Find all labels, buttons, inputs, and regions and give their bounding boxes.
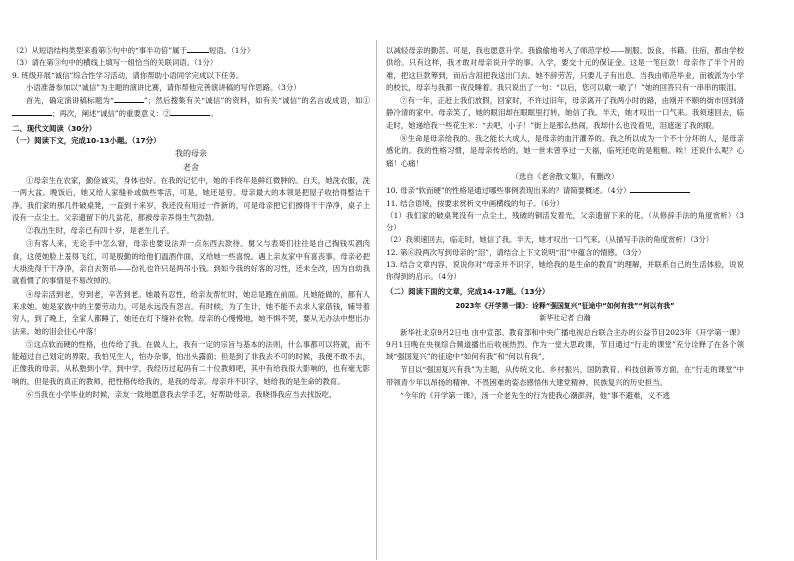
question-9-body: 首先，确定演讲稿标题为“ ”；然后搜集有关“诚信”的资料，如有关“诚信”的名言或成语，如①；再次，阐述“诚信”的重要意义：② 。 [12, 94, 370, 121]
essay-author: 老舍 [183, 162, 199, 172]
right-column [386, 44, 744, 402]
question-13: 13. 结合文章内容，说说你对“母亲并不识字，她给我的是生命的教育”的理解，并联系自己的生活体验，说说你得到的启示。（4分） [386, 260, 744, 282]
answer-blank[interactable] [630, 184, 690, 193]
answer-blank[interactable] [114, 94, 144, 103]
answer-blank[interactable] [170, 107, 210, 116]
essay-source: （选自《老舍散文集》，有删改） [511, 171, 619, 181]
answer-blank[interactable] [187, 44, 209, 53]
essay-paragraph-2: ②我出生时，母亲已有四十岁，是老生儿子。 [26, 226, 174, 236]
question-10: 10. 母亲“软而硬”的性格是通过哪些事例表现出来的？请简要概述。（4分） [386, 184, 744, 197]
question-12: 12. 第⑥段两次写到母亲的“泪”，请结合上下文说明“泪”中蕴含的情感。（3分） [386, 247, 646, 257]
answer-blank[interactable] [12, 107, 52, 116]
question-11-1: （1）我们家的破桌凳没有一点尘土，残破的铜活发着光，父亲遗留下来的花。（从修辞手法的角度赏析）（3分） [386, 210, 744, 233]
essay-paragraph-4: ④母亲活到老，穷到老，辛苦到老。她最有忍性，给亲友帮忙时，她总是跑在前面。凡她能做的，都有人来求她。她是家族中的主要劳动力，可是永远没有怨言。有时候，为了生计，她不能不去求人家借钱，辅导着穷人，到了晚上，全家人都睡了，她还在灯下缝补衣物。母亲的心慢慢地，她不惧不哭，要从无办法中想出办法来。她的泪会往心中落！ [12, 289, 370, 336]
question-11-2: （2）我须速回去，临走时，她信了我。半天，她才叹出一口气来。（从描写手法的角度赏析）（3分） [386, 235, 714, 245]
question-9: 9. 班级开展“诚信”综合性学习活动，请你帮助小语同学完成以下任务。 [12, 70, 244, 80]
essay-paragraph-6-cont: 以减轻母亲的勤苦。可是，我也愿意升学。我偷偷地考入了师范学校——制服、饭食、书籍、住宿，都由学校供给。只有这样，我才敢对母亲说升学的事。入学，要交十元的保证金。这是一笔巨款！母亲作了半个月的难，把这巨款筹到，而后含泪把我送出门去。她不辞劳苦，只要儿子有出息。当我由师范毕业，而被派为小学的校长，母亲与我都一夜没睡着。我只说出了一句：“以后，您可以歇一歇了！”她的回答只有一串串的眼泪。 [386, 46, 744, 92]
news-paragraph-3: “今年的《开学第一课》，汤一介老先生的行为使我心潮澎湃，他“事不避难，义不逃 [400, 391, 670, 401]
essay-paragraph-7: ⑦有一年，正赶上我们放假，回家时，不许过旧年，母亲离开了我两小时的路，由刚开不顺的街市回到清静冷清的家中。母亲笑了，她的眼泪却在眼眶里打转，她信了我。半天，她才叹出一口气来。我须速回去，临走时，她递给我一些花生米：“去吧，小子！”街上是那么热闹，我却什么也没看见，泪遮迷了我的眼。 [386, 96, 744, 130]
part-heading-2: （二）阅读下面的文章，完成14-17题。（13分） [386, 286, 550, 296]
news-paragraph-1: 新华社北京9月2日电 由中宣部、教育部和中央广播电视总台联合主办的公益节目2023年《开学第一课》9月1日晚在央视综合频道播出后收视热烈。作为一堂大思政课，节目通过“行走的课堂”充分诠释了在各个领域“强国复兴”的征途中“如何有我”和“何以有我”。 [386, 327, 744, 362]
essay-paragraph-1: ①母亲生在农家，勤俭诚实，身体也好。在我的记忆中，她的手终年是鲜红微肿的。白天，她洗衣服，洗一两大盆。晚饭后，她又给人家缝补或做些零活，可是，她还是穷。母亲最大的本领是把屋子收拾得整洁干净。我们家的那几件破桌凳，一直到十来岁，我还没有用过一件新的，可是母亲把它们擦得干干净净，桌子上没有一点尘土。父亲遗留下的几盆花，都被母亲养得生气勃勃。 [12, 175, 370, 222]
left-column [12, 44, 370, 401]
essay-paragraph-5: ⑤这点软而硬的性格，也传给了我。在做人上，我有一定的宗旨与基本的法则，什么事都可以将就，而不能超过自己划定的界限。我怕见生人，怕办杂事，怕出头露面；但是到了非我去不可的时候，我便不敢不去，正像我的母亲。从私塾到小学，到中学，我经历过起码有二十位教师吧，其中有给我很大影响的，也有毫无影响的，但是我的真正的教师，把性格传给我的，是我的母亲。母亲并不识字，她给我的是生命的教育。 [12, 339, 370, 386]
essay-title: 我的母亲 [175, 149, 207, 159]
news-byline: 新华社记者 白瀚 [539, 314, 591, 323]
question-11: 11. 结合语境，按要求赏析文中画横线的句子。（6分） [386, 198, 564, 208]
question-8-2: （2）从短语结构类型来看第⑤句中的“事半功倍”属于 短语。（1分） [12, 46, 255, 55]
question-8-3: （3）请在第③句中的横线上填写一组恰当的关联词语。（1分） [12, 58, 218, 68]
essay-paragraph-3: ③有客人来，无论手中怎么窘，母亲也要设法弄一点东西去款待。舅父与表哥们往往是自己掏钱买酒肉食，这使她脸上羞得飞红，可是殷勤的给他们温酒作面，又给她一些喜悦。遇上亲友家中有喜丧事，母亲必把大褂洗得干干净净，亲自去贺吊——份礼也许只是两吊小钱。到如今我的好客的习性，还未全改，因为自幼我就看惯了的事情是不易改掉的。 [12, 239, 370, 286]
question-9-intro: 小语准备参加以“诚信”为主题的演讲比赛，请你帮他完善演讲稿的写作思路。（3分） [26, 82, 301, 92]
part-heading: （一）阅读下文，完成10-13小题。（17分） [12, 136, 161, 146]
column-divider [376, 40, 377, 560]
essay-paragraph-8: ⑧生命是母亲给我的。我之能长大成人，是母亲的血汗灌养的。我之所以成为一个不十分坏的人，是母亲感化的。我的性格习惯，是母亲传给的。她一世未曾享过一天福，临死还吃的是粗粮。唉！还说什么呢？心痛！心痛！ [386, 134, 744, 168]
news-title: 2023年《开学第一课》：诠释“强国复兴”征途中“如何有我”“何以有我” [455, 301, 675, 310]
news-paragraph-2: 节目以“强国复兴有我”为主题，从传统文化、乡村振兴、国防教育、科技创新等方面，在“行走的课堂”中带领青少年以昂扬的精神、不畏困难的姿态感悟伟大建党精神、民族复兴的历史担当。 [386, 365, 744, 387]
essay-paragraph-6: ⑥当我在小学毕业的时候，亲友一致地愿意我去学手艺，好帮助母亲。我晓得我应当去找饭吃， [26, 390, 337, 400]
section-heading: 二、现代文阅读（30分） [12, 123, 97, 133]
